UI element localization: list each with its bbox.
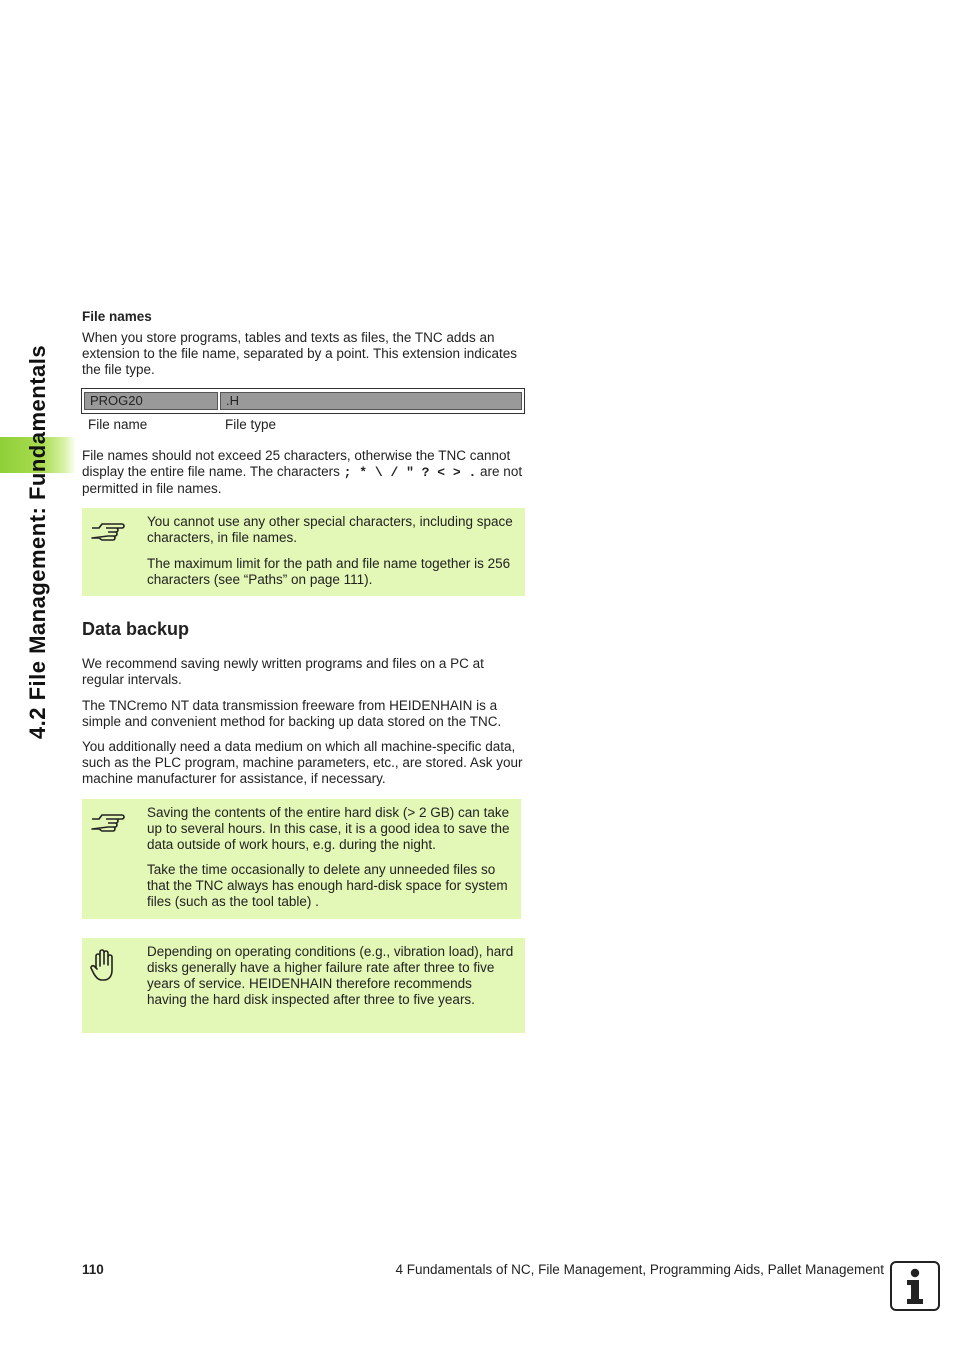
note-box-hard-disk-backup xyxy=(82,799,521,919)
note-box-special-characters xyxy=(82,508,525,596)
file-name-cell: PROG20 xyxy=(84,392,218,410)
forbidden-characters: ; * \ / " ? < > . xyxy=(343,465,477,480)
note2-paragraph-2: Take the time occasionally to delete any unneeded files so that the TNC always has enough hard-disk space for system files (such as the tool table) . xyxy=(147,862,508,909)
chapter-side-title: 4.2 File Management: Fundamentals xyxy=(25,344,50,740)
file-name-label: File name xyxy=(88,417,148,432)
limit-text-end: are not permitted in file names. xyxy=(82,464,523,496)
info-icon xyxy=(890,1261,940,1311)
data-backup-paragraph-3: You additionally need a data medium on which all machine-specific data, such as the PLC program, machine parameters, etc., are stored. Ask your machine manufacturer for assistance, if necessary. xyxy=(82,739,523,786)
info-glyph xyxy=(892,1263,938,1309)
file-type-label: File type xyxy=(225,417,277,432)
page-number: 110 xyxy=(82,1262,104,1277)
pointing-hand-icon xyxy=(90,518,126,546)
file-names-heading: File names xyxy=(82,309,152,324)
footer-chapter-title: 4 Fundamentals of NC, File Management, Programming Aids, Pallet Management xyxy=(395,1262,884,1277)
data-backup-paragraph-1: We recommend saving newly written programs and files on a PC at regular intervals. xyxy=(82,656,484,687)
note-box-hard-disk-warning xyxy=(82,938,525,1033)
data-backup-paragraph-2: The TNCremo NT data transmission freeware from HEIDENHAIN is a simple and convenient method for backing up data stored on the TNC. xyxy=(82,698,502,729)
note1-paragraph-1: You cannot use any other special characters, including space characters, in file names. xyxy=(147,514,513,545)
file-type-cell: .H xyxy=(220,392,522,410)
pointing-hand-icon xyxy=(90,809,126,837)
raised-hand-icon xyxy=(90,948,118,984)
note2-paragraph-1: Saving the contents of the entire hard disk (> 2 GB) can take up to several hours. In this case, it is a good idea to save the data outside of work hours, e.g. during the night. xyxy=(147,805,510,852)
file-extension-diagram xyxy=(81,388,525,414)
note1-paragraph-2: The maximum limit for the path and file name together is 256 characters (see “Paths” on page 111). xyxy=(147,556,511,587)
file-names-intro: When you store programs, tables and texts as files, the TNC adds an extension to the file name, separated by a point. This extension indicates the file type. xyxy=(82,330,518,377)
data-backup-heading: Data backup xyxy=(82,619,190,639)
limit-text: File names should not exceed 25 characters, otherwise the TNC cannot display the entire file name. The characters xyxy=(82,448,511,479)
note3-paragraph-1: Depending on operating conditions (e.g., vibration load), hard disks generally have a higher failure rate after three to five years of service. HEIDENHAIN therefore recommends having the hard disk inspected after three to five years. xyxy=(147,944,514,1007)
file-name-limit-text xyxy=(82,448,527,497)
